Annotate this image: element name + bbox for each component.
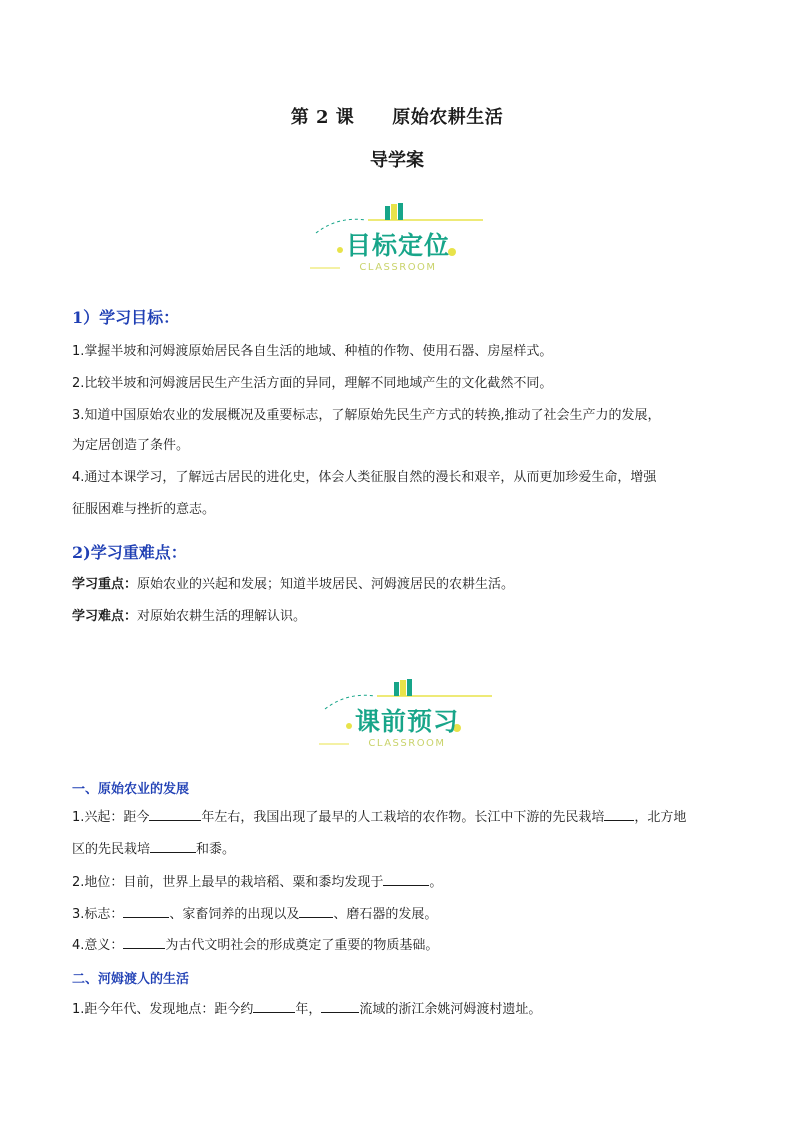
fill-blank[interactable]: [321, 1000, 359, 1013]
objective-item: 3.知道中国原始农业的发展概况及重要标志，了解原始先民生产方式的转换,推动了社会生产力的发展，: [72, 408, 661, 423]
text-segment: 、家畜饲养的出现以及: [169, 907, 300, 922]
text-segment: 2.地位：目前，世界上最早的栽培稻、粟和黍均发现于: [72, 875, 384, 890]
preview-line: [72, 1000, 726, 1020]
difficulty-line: [72, 607, 726, 627]
text-segment: 和黍。: [196, 842, 236, 857]
fill-blank[interactable]: [149, 808, 201, 821]
preview-badge-subtitle: CLASSROOM: [368, 738, 446, 749]
text-segment: 流域的浙江余姚河姆渡村遗址。: [359, 1002, 542, 1017]
objective-item: 2.比较半坡和河姆渡居民生产生活方面的异同，理解不同地域产生的文化截然不同。: [72, 376, 553, 391]
objective-item: 4.通过本课学习，了解远古居民的进化史，体会人类征服自然的漫长和艰辛，从而更加珍爱生命，增强: [72, 470, 657, 485]
preview-badge: [297, 674, 517, 764]
fill-blank[interactable]: [604, 808, 634, 821]
preview-line: [72, 905, 726, 925]
page-title: [0, 103, 794, 129]
focus-text: 原始农业的兴起和发展；知道半坡居民、河姆渡居民的农耕生活。: [137, 577, 515, 592]
section-heading: 二、河姆渡人的生活: [72, 972, 190, 987]
text-segment: 。: [429, 875, 443, 890]
text-segment: 年，: [295, 1002, 322, 1017]
fill-blank[interactable]: [123, 905, 169, 918]
text-segment: 4.意义：: [72, 938, 124, 953]
fill-blank[interactable]: [150, 840, 196, 853]
text-segment: 1.兴起：距今: [72, 810, 150, 825]
fill-blank[interactable]: [253, 1000, 295, 1013]
focus-line: [72, 575, 726, 595]
key-points-heading: 2)学习重难点：: [72, 543, 187, 562]
fill-blank[interactable]: [383, 873, 429, 886]
goal-badge-subtitle: CLASSROOM: [359, 262, 437, 273]
text-segment: 3.标志：: [72, 907, 124, 922]
text-segment: 区的先民栽培: [72, 842, 151, 857]
objectives-heading: 1）学习目标：: [72, 308, 180, 327]
preview-line: [72, 873, 726, 893]
text-segment: 1.距今年代、发现地点：距今约: [72, 1002, 254, 1017]
fill-blank[interactable]: [123, 936, 165, 949]
lesson-number: 第 2 课: [290, 107, 355, 128]
lesson-title: 原始农耕生活: [392, 107, 504, 128]
preview-line: [72, 840, 726, 860]
preview-badge-title: 课前预习: [354, 707, 459, 736]
text-segment: 年左右，我国出现了最早的人工栽培的农作物。长江中下游的先民栽培: [201, 810, 605, 825]
difficulty-text: 对原始农耕生活的理解认识。: [137, 609, 307, 624]
section-heading: 一、原始农业的发展: [72, 782, 190, 797]
preview-line: [72, 936, 726, 956]
objective-item-cont: 为定居创造了条件。: [72, 438, 190, 453]
objective-item: 1.掌握半坡和河姆渡原始居民各自生活的地域、种植的作物、使用石器、房屋样式。: [72, 344, 553, 359]
page-subtitle: 导学案: [370, 150, 424, 171]
goal-badge-title: 目标定位: [345, 231, 450, 260]
preview-line: [72, 808, 726, 828]
objective-item-cont: 征服困难与挫折的意志。: [72, 502, 216, 517]
focus-label: 学习重点：: [72, 577, 138, 592]
text-segment: ，北方地: [634, 810, 687, 825]
difficulty-label: 学习难点：: [72, 609, 138, 624]
text-segment: 、磨石器的发展。: [333, 907, 438, 922]
goal-badge: [288, 198, 508, 288]
fill-blank[interactable]: [299, 905, 333, 918]
text-segment: 为古代文明社会的形成奠定了重要的物质基础。: [165, 938, 439, 953]
